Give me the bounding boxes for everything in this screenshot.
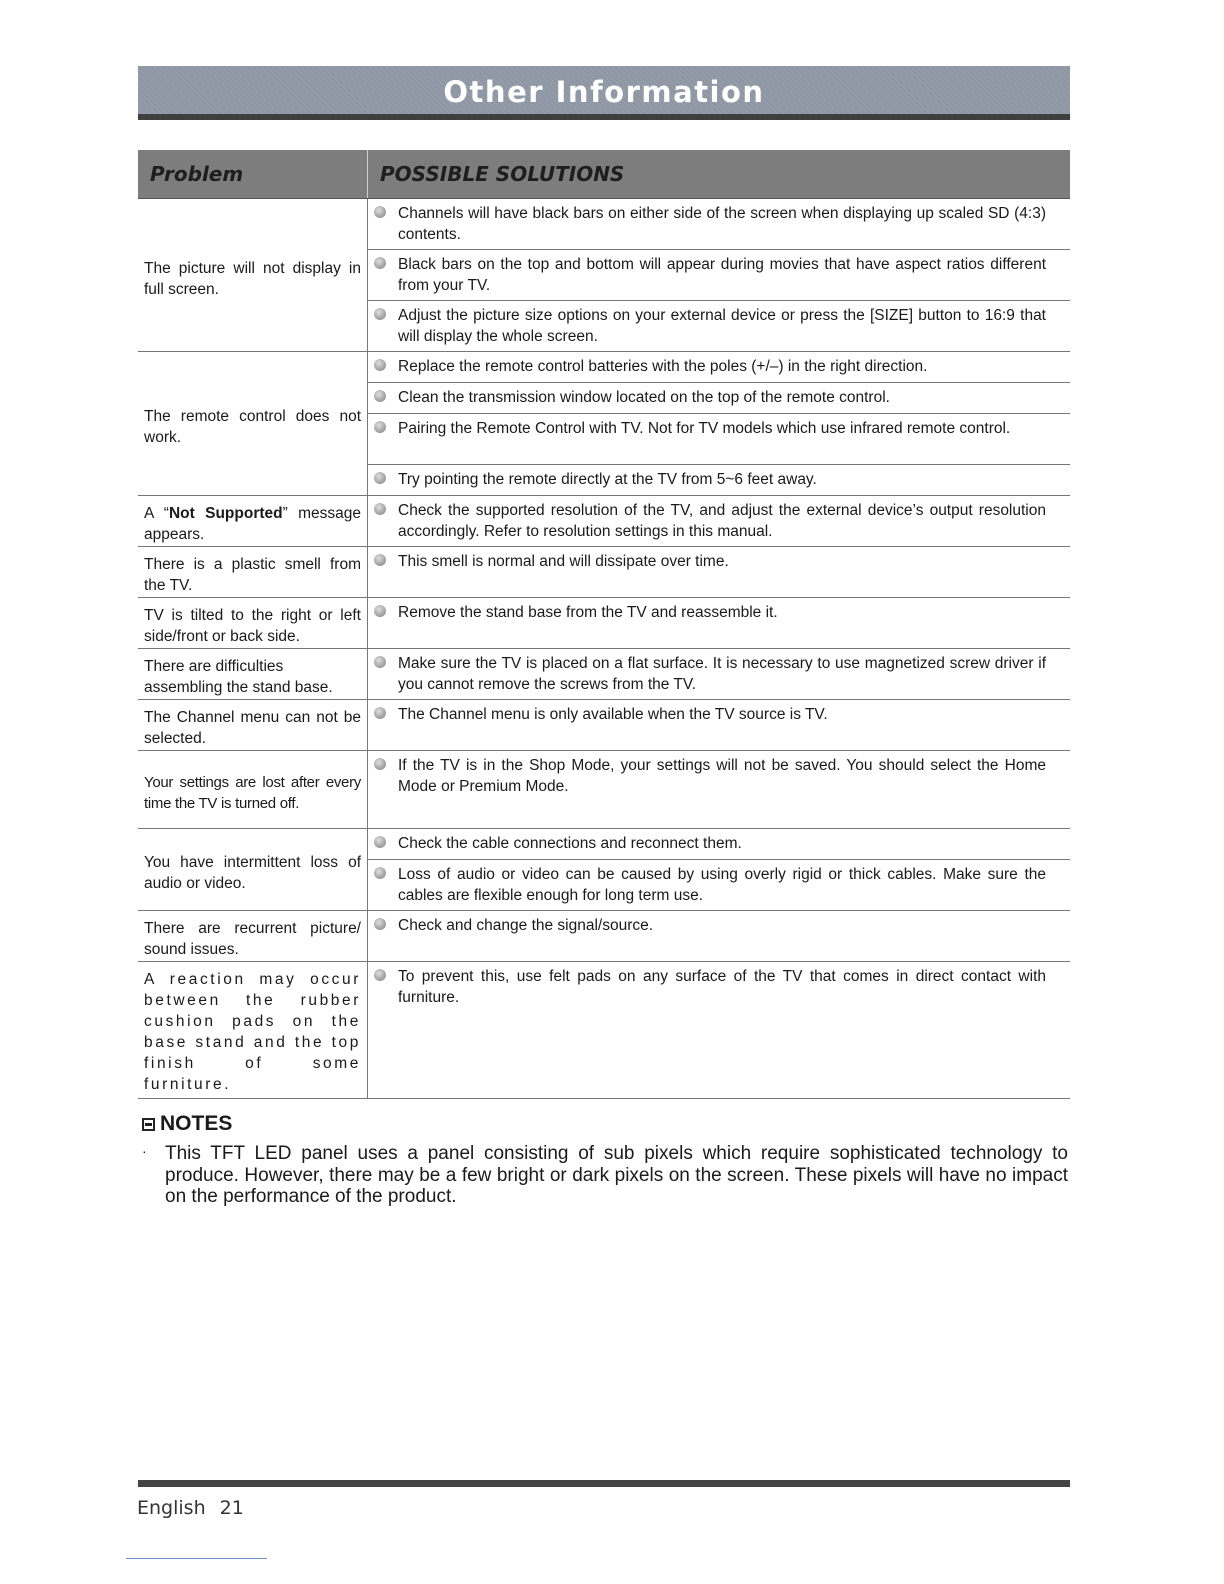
table-row [138, 751, 1070, 829]
problem-cell: The Channel menu can not be selected. [138, 700, 368, 751]
solution-cell [368, 829, 1071, 860]
page-header-banner [138, 66, 1070, 120]
bullet-icon [374, 472, 386, 484]
solution-text: Replace the remote control batteries with the poles (+/–) in the right direction. [398, 358, 928, 375]
column-header-problem: Problem [138, 150, 368, 199]
problem-cell: There is a plastic smell from the TV. [138, 547, 368, 598]
scan-artifact-line [126, 1558, 267, 1559]
problem-cell: There are recurrent picture/ sound issues. [138, 911, 368, 962]
notes-list [142, 1143, 1068, 1208]
solution-cell [368, 383, 1071, 414]
table-row [138, 352, 1070, 383]
bullet-icon [374, 707, 386, 719]
solution-cell [368, 414, 1071, 465]
solution-cell [368, 962, 1071, 1099]
footer-divider [138, 1480, 1070, 1487]
solution-cell [368, 496, 1071, 547]
problem-text-suffix: ” message appears. [144, 505, 361, 543]
bullet-icon [374, 503, 386, 515]
table-row [138, 199, 1070, 250]
solution-text: If the TV is in the Shop Mode, your settings will not be saved. You should select the Home Mode or Premium Mode. [398, 757, 1046, 795]
table-row [138, 962, 1070, 1099]
solution-text: Remove the stand base from the TV and reassemble it. [398, 604, 778, 621]
solution-text: Check the cable connections and reconnect them. [398, 835, 742, 852]
bullet-icon [374, 421, 386, 433]
problem-cell: There are difficulties assembling the stand base. [138, 649, 368, 700]
table-row [138, 911, 1070, 962]
notes-heading [142, 1112, 232, 1136]
bullet-icon [374, 758, 386, 770]
bullet-icon [374, 206, 386, 218]
solution-text: Try pointing the remote directly at the TV from 5~6 feet away. [398, 471, 817, 488]
solution-cell [368, 301, 1071, 352]
solution-text: Loss of audio or video can be caused by using overly rigid or thick cables. Make sure the cables are flexible enough for long term use. [398, 866, 1046, 904]
solution-text: To prevent this, use felt pads on any surface of the TV that comes in direct contact with furniture. [398, 968, 1046, 1006]
column-header-solutions: POSSIBLE SOLUTIONS [368, 150, 1071, 199]
bullet-icon [374, 969, 386, 981]
solution-text: Check the supported resolution of the TV, and adjust the external device’s output resolution accordingly. Refer to resolution settings in this manual. [398, 502, 1046, 540]
note-icon [142, 1118, 155, 1131]
solution-text: Channels will have black bars on either side of the screen when displaying up scaled SD (4:3) contents. [398, 205, 1046, 243]
solution-text: Make sure the TV is placed on a flat surface. It is necessary to use magnetized screw driver if you cannot remove the screws from the TV. [398, 655, 1046, 693]
notes-item: This TFT LED panel uses a panel consisting of sub pixels which require sophisticated technology to produce. However, there may be a few bright or dark pixels on the screen. These pixels will have no impact on the performance of the product. [165, 1143, 1068, 1207]
bullet-icon [374, 867, 386, 879]
problem-cell: TV is tilted to the right or left side/front or back side. [138, 598, 368, 649]
table-row [138, 649, 1070, 700]
solution-cell [368, 860, 1071, 911]
table-row [138, 598, 1070, 649]
solution-cell [368, 465, 1071, 496]
problem-cell: Your settings are lost after every time the TV is turned off. [138, 751, 368, 829]
bullet-icon [374, 257, 386, 269]
page-footer [137, 1497, 244, 1519]
table-row [138, 829, 1070, 860]
bullet-icon [374, 918, 386, 930]
bullet-icon [374, 605, 386, 617]
list-bullet: · [142, 1143, 147, 1159]
bullet-icon [374, 656, 386, 668]
solution-cell [368, 547, 1071, 598]
page-number: 21 [219, 1497, 244, 1519]
problem-cell: The remote control does not work. [138, 352, 368, 496]
page-title: Other Information [443, 75, 765, 109]
bullet-icon [374, 836, 386, 848]
table-row [138, 700, 1070, 751]
solution-text: Pairing the Remote Control with TV. Not for TV models which use infrared remote control. [398, 420, 1011, 437]
problem-text-prefix: A “ [144, 505, 169, 522]
problem-cell: A reaction may occur between the rubber cushion pads on the base stand and the top finish of some furniture. [138, 962, 368, 1099]
notes-heading-text: NOTES [160, 1112, 233, 1135]
bullet-icon [374, 359, 386, 371]
table-row [138, 496, 1070, 547]
solution-text: Adjust the picture size options on your external device or press the [SIZE] button to 16:9 that will display the whole screen. [398, 307, 1046, 345]
problem-text-bold: Not Supported [168, 505, 283, 522]
solution-text: Check and change the signal/source. [398, 917, 654, 934]
problem-cell: The picture will not display in full screen. [138, 199, 368, 352]
solution-text: Clean the transmission window located on the top of the remote control. [398, 389, 890, 406]
solution-cell [368, 751, 1071, 829]
table-header-row [138, 150, 1070, 199]
solution-text: This smell is normal and will dissipate over time. [398, 553, 729, 570]
solution-cell [368, 598, 1071, 649]
bullet-icon [374, 390, 386, 402]
solution-text: The Channel menu is only available when the TV source is TV. [398, 706, 828, 723]
troubleshooting-table [138, 150, 1070, 1099]
solution-text: Black bars on the top and bottom will appear during movies that have aspect ratios different from your TV. [398, 256, 1046, 294]
solution-cell [368, 199, 1071, 250]
solution-cell [368, 250, 1071, 301]
solution-cell [368, 649, 1071, 700]
problem-cell: You have intermittent loss of audio or video. [138, 829, 368, 911]
bullet-icon [374, 554, 386, 566]
solution-cell [368, 700, 1071, 751]
table-row [138, 547, 1070, 598]
bullet-icon [374, 308, 386, 320]
solution-cell [368, 352, 1071, 383]
problem-cell [138, 496, 368, 547]
solution-cell [368, 911, 1071, 962]
footer-language: English [137, 1497, 206, 1519]
